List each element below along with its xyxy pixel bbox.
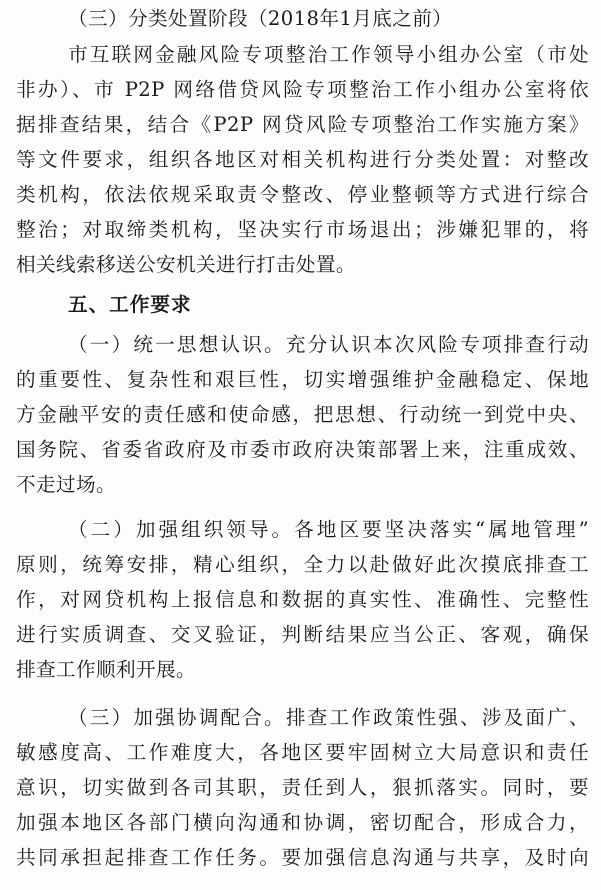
paragraph-line: 共同承担起排查工作任务。要加强信息沟通与共享，及时向 <box>16 846 589 869</box>
paragraph-line: 方金融平安的责任感和使命感，把思想、行动统一到党中央、 <box>16 403 589 426</box>
paragraph-line: 非办）、市 P2P 网络借贷风险专项整治工作小组办公室将依 <box>16 78 589 101</box>
paragraph-line: 原则，统筹安排，精心组织，全力以赴做好此次摸底排查工 <box>16 553 589 576</box>
paragraph-line: 排查工作顺利开展。 <box>16 658 196 681</box>
paragraph-line: 等文件要求，组织各地区对相关机构进行分类处置：对整改 <box>16 148 589 171</box>
paragraph-line: 相关线索移送公安机关进行打击处置。 <box>16 253 356 276</box>
paragraph-line: 敏感度高、工作难度大，各地区要牢固树立大局意识和责任 <box>16 741 589 764</box>
paragraph-line: 不走过场。 <box>16 473 116 496</box>
paragraph-line: （二）加强组织领导。各地区要坚决落实“属地管理” <box>68 518 589 541</box>
paragraph-line: 作，对网贷机构上报信息和数据的真实性、准确性、完整性 <box>16 588 589 611</box>
section-3-title: （三）分类处置阶段（2018年1月底之前） <box>68 7 453 30</box>
paragraph-line: 市互联网金融风险专项整治工作领导小组办公室（市处 <box>68 43 589 66</box>
paragraph-line: 加强本地区各部门横向沟通和协调，密切配合，形成合力， <box>16 811 589 834</box>
paragraph-line: 整治；对取缔类机构，坚决实行市场退出；涉嫌犯罪的，将 <box>16 218 589 241</box>
paragraph-line: 的重要性、复杂性和艰巨性，切实增强维护金融稳定、保地 <box>16 368 589 391</box>
paragraph-line: 国务院、省委省政府及市委市政府决策部署上来，注重成效、 <box>16 438 589 461</box>
paragraph-line: 类机构，依法依规采取责令整改、停业整顿等方式进行综合 <box>16 183 589 206</box>
paragraph-line: 意识，切实做到各司其职，责任到人，狠抓落实。同时，要 <box>16 776 589 799</box>
paragraph-line: （三）加强协调配合。排查工作政策性强、涉及面广、 <box>68 706 589 729</box>
paragraph-line: 进行实质调查、交叉验证，判断结果应当公正、客观，确保 <box>16 623 589 646</box>
paragraph-line: 据排查结果，结合《P2P 网贷风险专项整治工作实施方案》 <box>16 113 589 136</box>
paragraph-line: （一）统一思想认识。充分认识本次风险专项排查行动 <box>68 333 589 356</box>
section-5-heading: 五、工作要求 <box>68 293 192 316</box>
